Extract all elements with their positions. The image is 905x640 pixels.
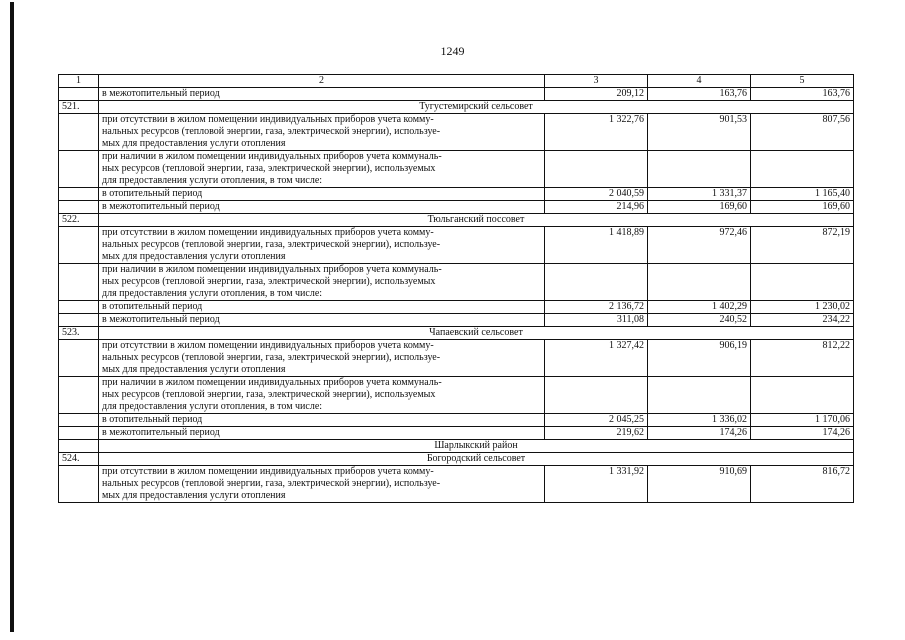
value-col-4: 174,26 <box>648 427 751 440</box>
page-number: 1249 <box>440 44 465 58</box>
value-col-4: 163,76 <box>648 88 751 101</box>
value-col-4 <box>648 377 751 414</box>
row-description <box>99 88 545 101</box>
value-col-4: 901,53 <box>648 114 751 151</box>
value-col-3: 214,96 <box>545 201 648 214</box>
value-col-5: 816,72 <box>751 466 854 503</box>
value-col-3 <box>545 264 648 301</box>
value-col-5 <box>751 151 854 188</box>
value-col-3: 219,62 <box>545 427 648 440</box>
row-number: 521. <box>59 101 99 114</box>
row-number-empty <box>59 151 99 188</box>
description-line: в межотопительный период <box>102 314 220 325</box>
section-title: Богородский сельсовет <box>99 453 854 466</box>
row-description <box>99 114 545 151</box>
scan-edge-bar <box>10 2 14 632</box>
row-description <box>99 466 545 503</box>
row-number-empty <box>59 88 99 101</box>
value-col-5: 812,22 <box>751 340 854 377</box>
description-line: нальных ресурсов (тепловой энергии, газа, электрической энергии), используе- <box>102 352 441 363</box>
description-line: в межотопительный период <box>102 427 220 438</box>
section-row <box>59 214 854 227</box>
description-row <box>59 264 854 301</box>
description-row <box>59 151 854 188</box>
period-row <box>59 188 854 201</box>
row-description <box>99 314 545 327</box>
row-description <box>99 188 545 201</box>
value-col-3: 1 322,76 <box>545 114 648 151</box>
column-header: 4 <box>648 75 751 88</box>
row-number: 524. <box>59 453 99 466</box>
period-row <box>59 427 854 440</box>
period-row <box>59 201 854 214</box>
value-col-3: 2 136,72 <box>545 301 648 314</box>
description-line: нальных ресурсов (тепловой энергии, газа, электрической энергии), используе- <box>102 478 441 489</box>
row-description <box>99 301 545 314</box>
description-line: нальных ресурсов (тепловой энергии, газа, электрической энергии), используе- <box>102 239 441 250</box>
row-number-empty <box>59 301 99 314</box>
row-number-empty <box>59 114 99 151</box>
description-line: ных ресурсов (тепловой энергии, газа, электрической энергии), используемых <box>102 163 436 174</box>
section-row <box>59 327 854 340</box>
description-line: при наличии в жилом помещении индивидуальных приборов учета коммуналь- <box>102 377 442 388</box>
value-col-4: 169,60 <box>648 201 751 214</box>
section-row <box>59 440 854 453</box>
value-col-3: 311,08 <box>545 314 648 327</box>
description-line: в отопительный период <box>102 188 203 199</box>
value-col-5: 1 230,02 <box>751 301 854 314</box>
description-line: ных ресурсов (тепловой энергии, газа, электрической энергии), используемых <box>102 389 436 400</box>
description-line: в отопительный период <box>102 414 203 425</box>
value-col-3 <box>545 377 648 414</box>
description-row <box>59 377 854 414</box>
description-row <box>59 466 854 503</box>
row-description <box>99 340 545 377</box>
row-number <box>59 440 99 453</box>
description-line: мых для предоставления услуги отопления <box>102 490 286 501</box>
column-header: 2 <box>99 75 545 88</box>
section-title: Тюльганский поссовет <box>99 214 854 227</box>
value-col-5 <box>751 377 854 414</box>
description-line: при отсутствии в жилом помещении индивидуальных приборов учета комму- <box>102 340 434 351</box>
description-line: в межотопительный период <box>102 88 220 99</box>
description-line: для предоставления услуги отопления, в том числе: <box>102 288 323 299</box>
row-number-empty <box>59 377 99 414</box>
section-title: Тугустемирский сельсовет <box>99 101 854 114</box>
row-description <box>99 201 545 214</box>
description-line: при отсутствии в жилом помещении индивидуальных приборов учета комму- <box>102 114 434 125</box>
section-title: Чапаевский сельсовет <box>99 327 854 340</box>
description-line: для предоставления услуги отопления, в том числе: <box>102 175 323 186</box>
value-col-5: 163,76 <box>751 88 854 101</box>
row-description <box>99 151 545 188</box>
value-col-5: 174,26 <box>751 427 854 440</box>
row-number-empty <box>59 340 99 377</box>
value-col-5: 169,60 <box>751 201 854 214</box>
row-number-empty <box>59 466 99 503</box>
section-title: Шарлыкский район <box>99 440 854 453</box>
value-col-4: 906,19 <box>648 340 751 377</box>
description-line: мых для предоставления услуги отопления <box>102 251 286 262</box>
value-col-3: 2 040,59 <box>545 188 648 201</box>
value-col-5: 1 170,06 <box>751 414 854 427</box>
table-header-row <box>59 75 854 88</box>
description-line: при наличии в жилом помещении индивидуальных приборов учета коммуналь- <box>102 151 442 162</box>
period-row <box>59 314 854 327</box>
value-col-3: 2 045,25 <box>545 414 648 427</box>
value-col-3 <box>545 151 648 188</box>
description-line: при наличии в жилом помещении индивидуальных приборов учета коммуналь- <box>102 264 442 275</box>
value-col-3: 1 418,89 <box>545 227 648 264</box>
value-col-5: 872,19 <box>751 227 854 264</box>
description-line: в межотопительный период <box>102 201 220 212</box>
value-col-4 <box>648 151 751 188</box>
row-description <box>99 264 545 301</box>
row-description <box>99 414 545 427</box>
description-line: при отсутствии в жилом помещении индивидуальных приборов учета комму- <box>102 466 434 477</box>
value-col-4: 910,69 <box>648 466 751 503</box>
column-header: 3 <box>545 75 648 88</box>
description-line: для предоставления услуги отопления, в том числе: <box>102 401 323 412</box>
row-number-empty <box>59 414 99 427</box>
value-col-3: 209,12 <box>545 88 648 101</box>
value-col-4: 1 331,37 <box>648 188 751 201</box>
description-line: ных ресурсов (тепловой энергии, газа, электрической энергии), используемых <box>102 276 436 287</box>
value-col-3: 1 327,42 <box>545 340 648 377</box>
value-col-5: 234,22 <box>751 314 854 327</box>
row-number-empty <box>59 264 99 301</box>
period-row <box>59 414 854 427</box>
description-line: мых для предоставления услуги отопления <box>102 364 286 375</box>
description-line: в отопительный период <box>102 301 203 312</box>
description-row <box>59 114 854 151</box>
column-header: 5 <box>751 75 854 88</box>
section-row <box>59 453 854 466</box>
value-col-5 <box>751 264 854 301</box>
section-row <box>59 101 854 114</box>
period-row <box>59 301 854 314</box>
row-number-empty <box>59 227 99 264</box>
description-row <box>59 227 854 264</box>
value-col-5: 1 165,40 <box>751 188 854 201</box>
row-number: 522. <box>59 214 99 227</box>
value-col-3: 1 331,92 <box>545 466 648 503</box>
value-col-4: 972,46 <box>648 227 751 264</box>
description-line: мых для предоставления услуги отопления <box>102 138 286 149</box>
period-row <box>59 88 854 101</box>
description-line: нальных ресурсов (тепловой энергии, газа, электрической энергии), используе- <box>102 126 441 137</box>
row-description <box>99 427 545 440</box>
value-col-4: 1 336,02 <box>648 414 751 427</box>
row-number-empty <box>59 188 99 201</box>
value-col-4 <box>648 264 751 301</box>
column-header: 1 <box>59 75 99 88</box>
value-col-4: 240,52 <box>648 314 751 327</box>
value-col-5: 807,56 <box>751 114 854 151</box>
row-number: 523. <box>59 327 99 340</box>
row-description <box>99 227 545 264</box>
value-col-4: 1 402,29 <box>648 301 751 314</box>
tariff-table <box>58 74 854 503</box>
row-number-empty <box>59 427 99 440</box>
row-number-empty <box>59 314 99 327</box>
row-number-empty <box>59 201 99 214</box>
row-description <box>99 377 545 414</box>
description-row <box>59 340 854 377</box>
description-line: при отсутствии в жилом помещении индивидуальных приборов учета комму- <box>102 227 434 238</box>
